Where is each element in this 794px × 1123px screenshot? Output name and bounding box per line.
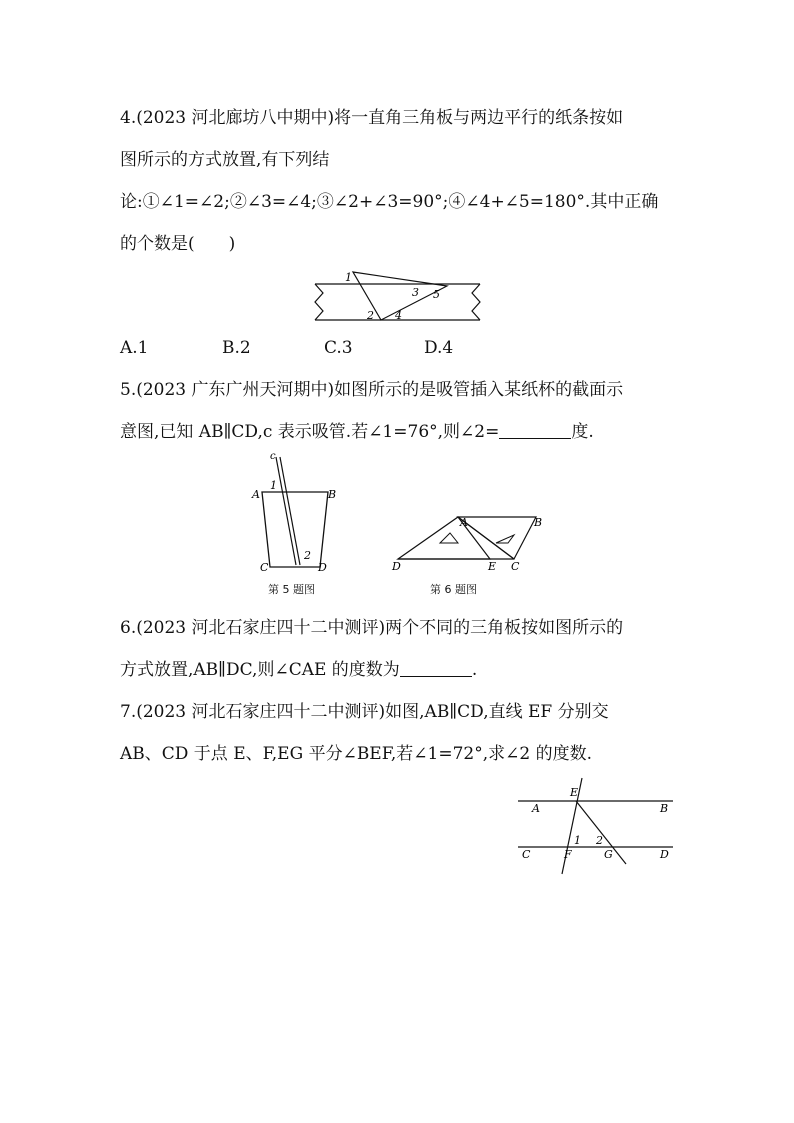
- q4-option-a[interactable]: A.1: [120, 338, 149, 358]
- q4-angle-label: 5: [433, 288, 440, 301]
- q4-angle-label: 2: [367, 309, 374, 322]
- q5-label: B: [328, 488, 337, 501]
- q5-text-before-blank: 意图,已知 AB∥CD,c 表示吸管.若∠1=76°,则∠2=: [120, 422, 500, 442]
- q4-text-line-1: 4.(2023 河北廊坊八中期中)将一直角三角板与两边平行的纸条按如: [120, 108, 624, 128]
- q6-text-line-2: [120, 660, 477, 680]
- q7-label: D: [660, 848, 669, 861]
- q6-text-before-blank: 方式放置,AB∥DC,则∠CAE 的度数为: [120, 660, 400, 680]
- q5-label: c: [270, 451, 276, 462]
- strip-right-break: [472, 284, 480, 320]
- q6-label: C: [511, 560, 520, 573]
- q4-angle-label: 3: [412, 286, 419, 299]
- q6-text-line-1: 6.(2023 河北石家庄四十二中测评)两个不同的三角板按如图所示的: [120, 618, 624, 638]
- q6-figure-two-triangles: [390, 507, 550, 573]
- q7-label: E: [570, 786, 579, 799]
- q5-figure-cup-straw: [248, 447, 348, 575]
- q7-label: C: [522, 848, 531, 861]
- q7-label: 1: [574, 834, 581, 847]
- q4-text-line-2: 图所示的方式放置,有下列结: [120, 150, 330, 170]
- line-eg: [576, 801, 626, 864]
- q5-text-line-1: 5.(2023 广东广州天河期中)如图所示的是吸管插入某纸杯的截面示: [120, 380, 624, 400]
- q4-angle-label: 1: [345, 271, 352, 284]
- straw-line-left: [276, 457, 296, 565]
- triangle-small-inner: [496, 535, 514, 543]
- q6-text-after-blank: .: [471, 660, 478, 680]
- q7-label: B: [660, 802, 669, 815]
- q7-label: A: [532, 802, 540, 815]
- q4-text-line-3: 论:①∠1=∠2;②∠3=∠4;③∠2+∠3=90°;④∠4+∠5=180°.其中正确: [120, 192, 659, 212]
- q7-label: G: [604, 848, 613, 861]
- q7-label: 2: [596, 834, 603, 847]
- q5-label: 2: [304, 549, 311, 562]
- strip-left-break: [315, 284, 323, 320]
- q4-option-b[interactable]: B.2: [222, 338, 251, 358]
- q7-text-line-1: 7.(2023 河北石家庄四十二中测评)如图,AB∥CD,直线 EF 分别交: [120, 702, 609, 722]
- q5-answer-blank[interactable]: [499, 422, 571, 439]
- q7-label: F: [564, 848, 572, 861]
- q5-label: C: [260, 561, 269, 574]
- triangle-large: [398, 517, 490, 559]
- q4-option-d[interactable]: D.4: [424, 338, 454, 358]
- q4-text-line-4: 的个数是( ): [120, 234, 236, 254]
- q4-option-c[interactable]: C.3: [324, 338, 353, 358]
- q6-answer-blank[interactable]: [400, 660, 472, 677]
- triangle-large-inner: [440, 533, 458, 543]
- q5-text-after-blank: 度.: [571, 422, 594, 442]
- q7-text-line-2: AB、CD 于点 E、F,EG 平分∠BEF,若∠1=72°,求∠2 的度数.: [120, 744, 592, 764]
- q6-label: B: [534, 516, 543, 529]
- q5-figure-caption: 第 5 题图: [268, 583, 315, 596]
- q5-label: D: [318, 561, 327, 574]
- q6-label: A: [460, 516, 468, 529]
- straw-line-right: [280, 457, 300, 565]
- q6-label: E: [488, 560, 497, 573]
- q7-figure-parallel-lines: [518, 774, 678, 879]
- q5-label: 1: [270, 479, 277, 492]
- q5-text-line-2: [120, 422, 594, 442]
- q4-figure-triangle-strip: [305, 262, 490, 328]
- cup-outline: [262, 492, 328, 567]
- q5-label: A: [252, 488, 260, 501]
- q4-angle-label: 4: [395, 309, 402, 322]
- q6-figure-caption: 第 6 题图: [430, 583, 477, 596]
- triangle-small: [458, 517, 536, 559]
- q6-label: D: [392, 560, 401, 573]
